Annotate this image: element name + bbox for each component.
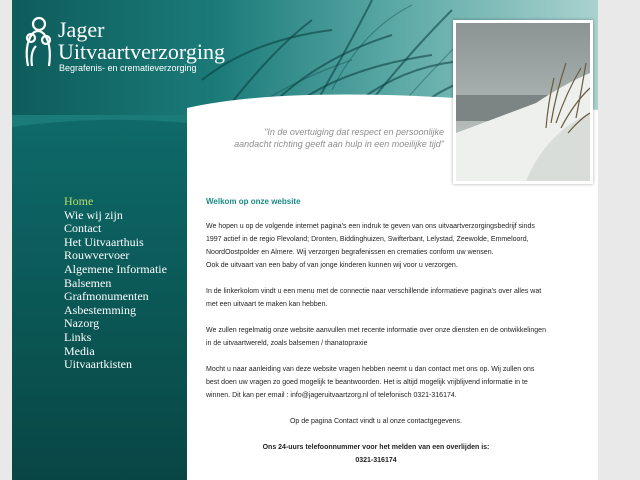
brand-tagline: Begrafenis- en crematieverzorging <box>59 63 197 73</box>
family-logo-icon <box>22 16 56 70</box>
nav-item-rouwvervoer[interactable]: Rouwvervoer <box>64 248 130 263</box>
nav-item-links[interactable]: Links <box>64 329 92 344</box>
nav-item-algemene-informatie[interactable]: Algemene Informatie <box>64 261 167 276</box>
intro-text-baby: Ook de uitvaart van een baby of van jonge kinderen kunnen wij voor u verzorgen. <box>206 262 458 269</box>
intro-paragraph <box>206 220 546 272</box>
main-nav <box>64 195 167 372</box>
quote-line-2: aandacht richting geeft aan hulp in een moeilijke tijd" <box>234 139 444 149</box>
nav-item-uitvaartkisten[interactable]: Uitvaartkisten <box>64 357 132 372</box>
page-title: Welkom op onze website <box>206 197 301 206</box>
emergency-phone: 0321-316174 <box>355 457 397 464</box>
sidebar <box>12 115 187 480</box>
nav-item-media[interactable]: Media <box>64 343 95 358</box>
nav-item-balsemen[interactable]: Balsemen <box>64 275 112 290</box>
emergency-label: Ons 24-uurs telefoonnummer voor het melden van een overlijden is: <box>262 444 490 451</box>
nav-item-uitvaarthuis[interactable]: Het Uitvaarthuis <box>64 234 144 249</box>
quote-line-1: "In de overtuiging dat respect en persoonlijke <box>264 127 444 137</box>
nav-item-home[interactable]: Home <box>64 194 94 208</box>
main-content <box>206 195 546 467</box>
quote <box>208 126 444 150</box>
dune-photo <box>453 20 593 184</box>
nav-item-grafmonumenten[interactable]: Grafmonumenten <box>64 289 149 304</box>
sidebar-curve <box>12 115 187 155</box>
updates-paragraph: We zullen regelmatig onze website aanvullen met recente informatie over onze diensten en de ontwikkelingen in de uitvaartwereld, zoals balsemen / thanatopraxie <box>206 327 546 347</box>
menu-paragraph: In de linkerkolom vindt u een menu met de connectie naar verschillende informatieve pagina's over alles wat met een uitvaart te maken kan hebben. <box>206 288 542 308</box>
nav-item-wie-wij-zijn[interactable]: Wie wij zijn <box>64 207 123 222</box>
contact-paragraph: Mocht u naar aanleiding van deze website vragen hebben neemt u dan contact met ons op. Wij zullen ons best doen uw vragen zo goed mogelijk te beantwoorden. Het is altijd mogelijk vrijblijvend informatie in te winnen. Dit kan per email : info@jageruitvaartzorg.nl of telefonisch 0321-316174. <box>206 366 535 399</box>
nav-item-contact[interactable]: Contact <box>64 221 102 236</box>
intro-text: We hopen u op de volgende internet pagina's een indruk te geven van ons uitvaartverzorgingsbedrijf sinds 1997 actief in de regio Flevoland; Dronten, Biddinghuizen, Swifterbant, Lelystad, Zeewolde, Emmeloord, NoordOostpolder en Almere. Wij verzorgen begrafenissen en crematies conform uw wensen. <box>206 223 535 256</box>
brand-name-2: Uitvaartverzorging <box>58 39 225 64</box>
nav-item-asbestemming[interactable]: Asbestemming <box>64 302 136 317</box>
nav-item-nazorg[interactable]: Nazorg <box>64 316 100 331</box>
contact-page-note: Op de pagina Contact vindt u al onze contactgegevens. <box>289 418 462 425</box>
page <box>12 0 598 480</box>
brand-name: Jager <box>58 17 105 42</box>
